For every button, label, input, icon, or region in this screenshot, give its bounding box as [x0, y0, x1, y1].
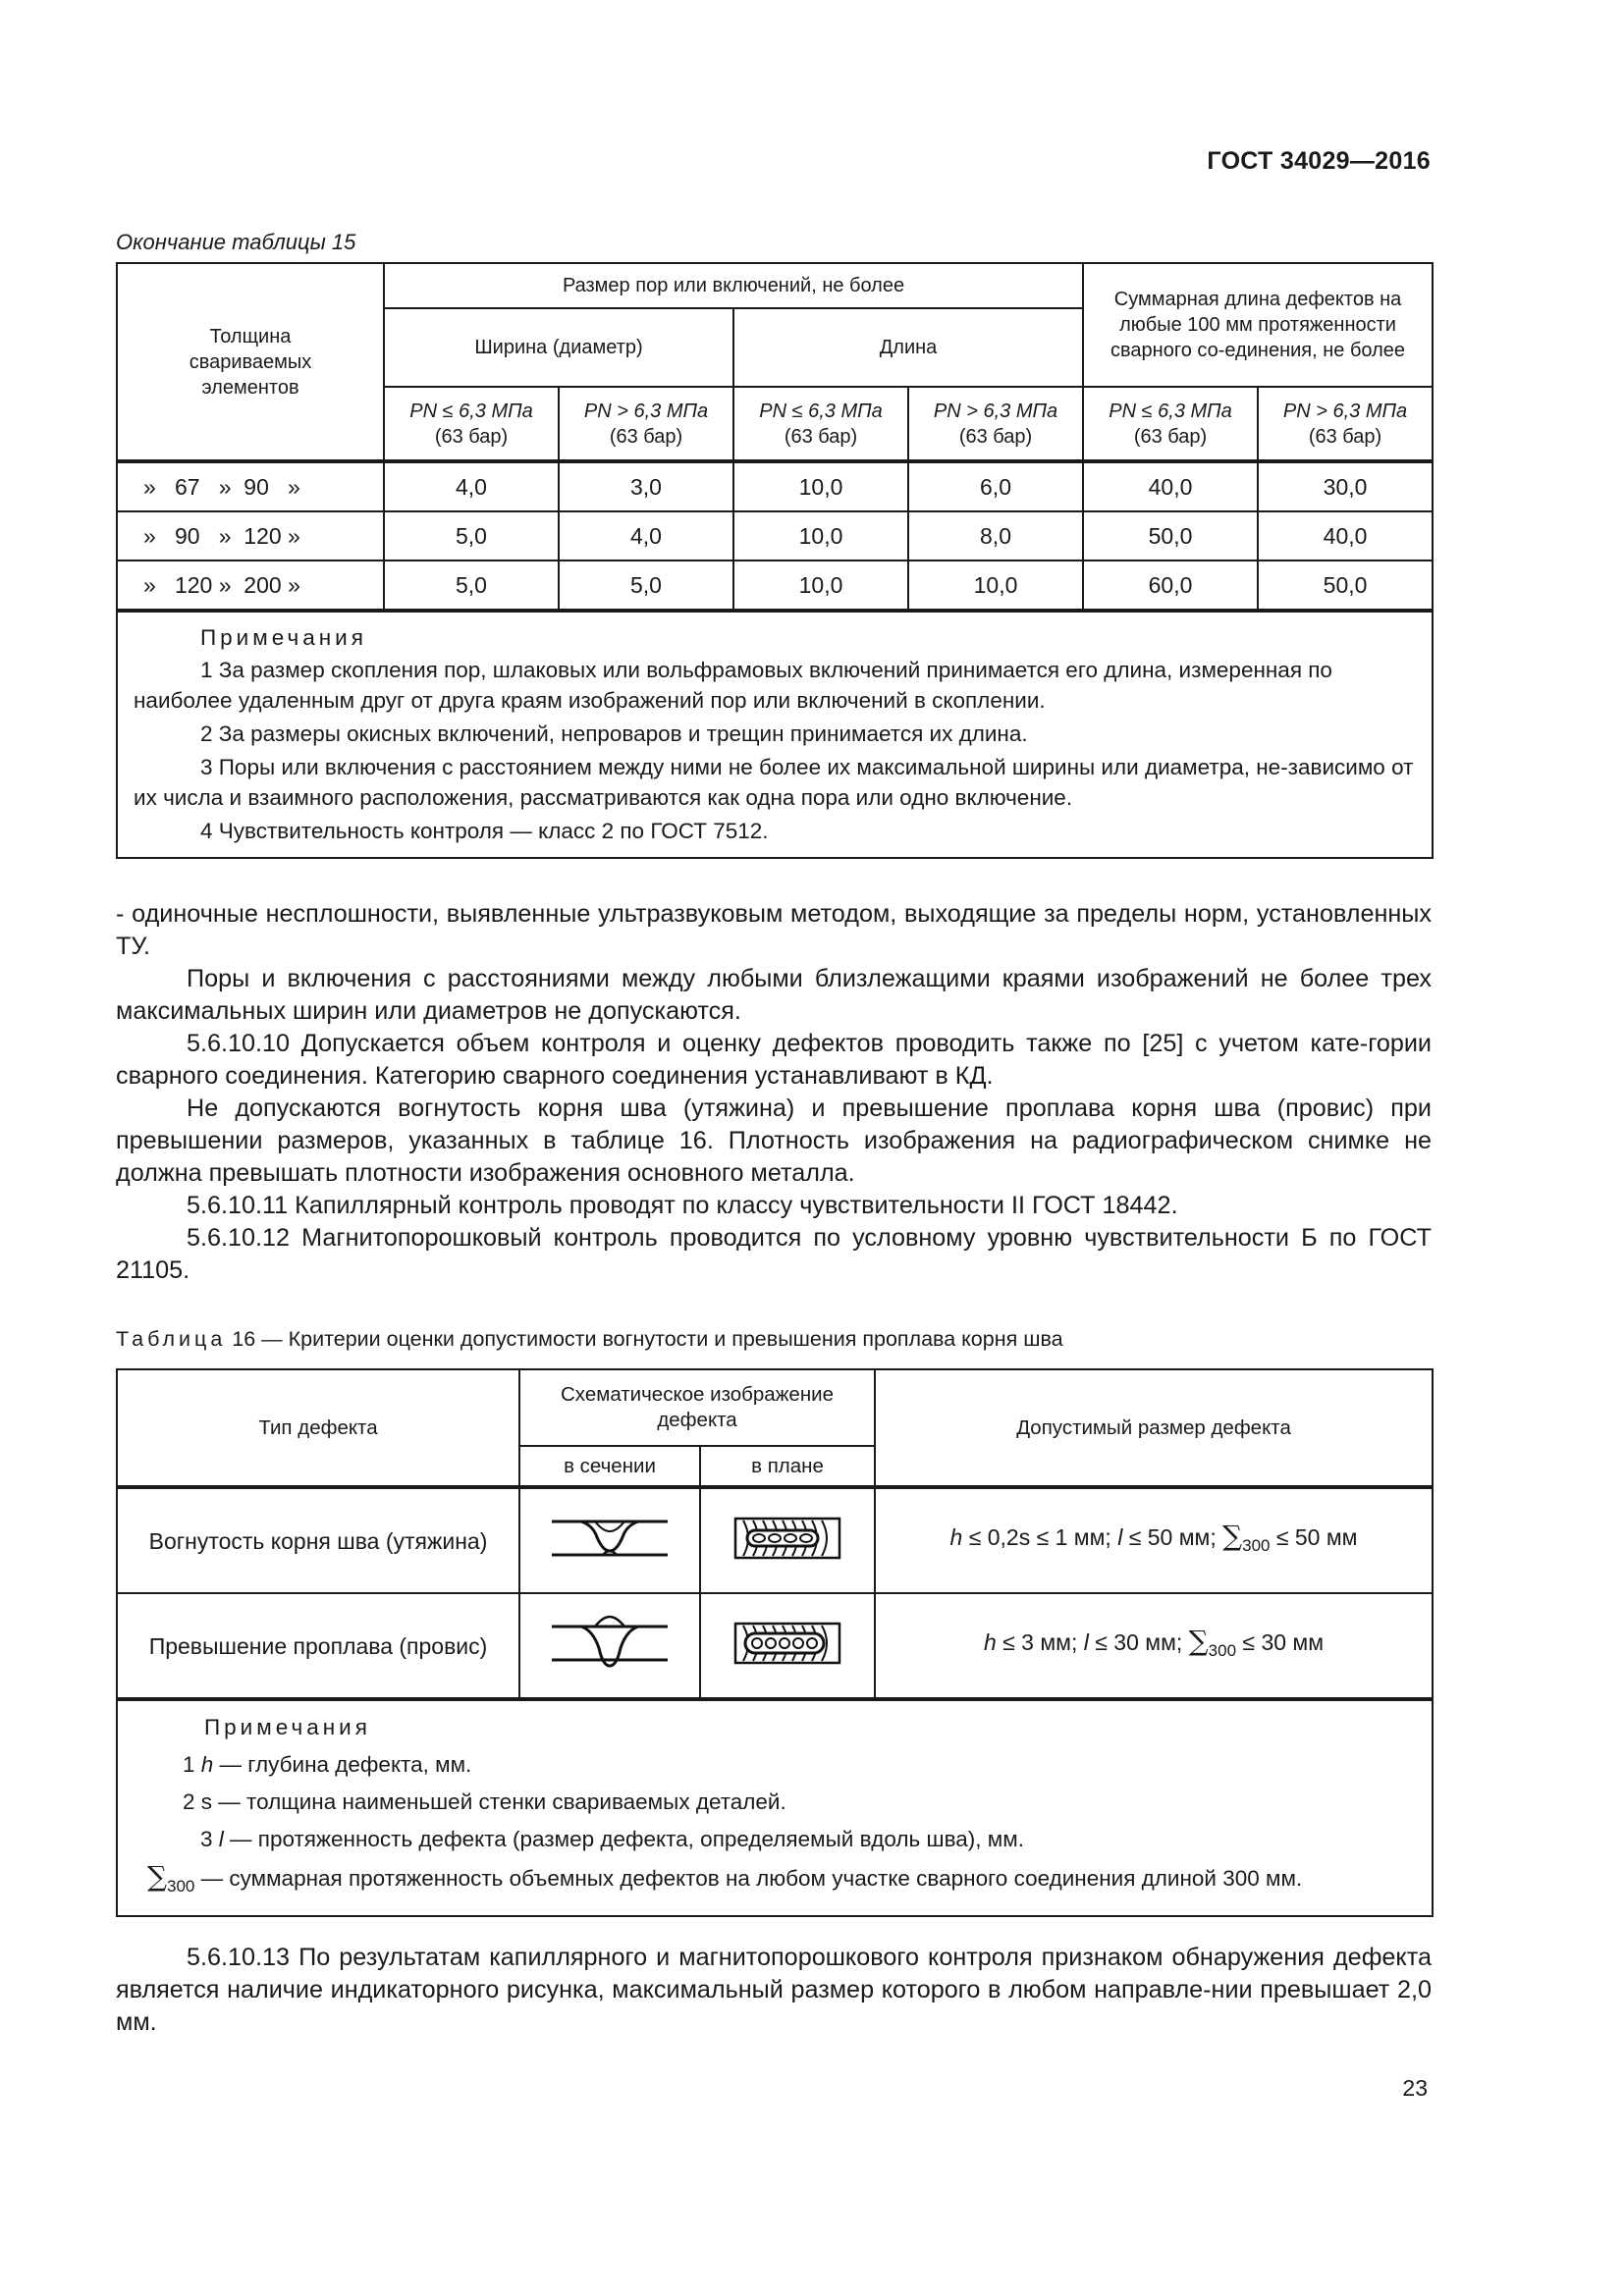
table-cell: 4,0 [559, 511, 733, 561]
note-item: 2 За размеры окисных включений, непроваров и трещин принимается их длина. [200, 721, 1028, 746]
allowed-size-header: Допустимый размер дефекта [875, 1369, 1433, 1487]
table16-notes [117, 1699, 1433, 1916]
notes-title: Примечания [204, 1715, 371, 1739]
paragraph: 5.6.10.12 Магнитопорошковый контроль проводится по условному уровню чувствительности Б по ГОСТ 21105. [116, 1224, 1432, 1284]
defect-type-header: Тип дефекта [117, 1369, 519, 1487]
body-text [116, 898, 1432, 1287]
thickness-header: Толщина свариваемых элементов [117, 263, 384, 461]
table-cell: 5,0 [384, 561, 559, 611]
note-item: 1 За размер скопления пор, шлаковых или вольфрамовых включений принимается его длина, измеренная по наиболее удаленным друг от друга краям изображений пор или включений в скоплении. [134, 658, 1332, 713]
burnthrough-section-diagram [519, 1593, 700, 1699]
note-item: 2 s — толщина наименьшей стенки свариваемых деталей. [183, 1789, 786, 1814]
table-cell: 10,0 [733, 461, 908, 511]
page-number: 23 [1402, 2075, 1428, 2101]
table-row [117, 1487, 1433, 1593]
concavity-section-icon [546, 1504, 674, 1573]
table-cell: 50,0 [1258, 561, 1433, 611]
thickness-range: » 120 » 200 » [117, 561, 384, 611]
note-item: 1 h — глубина дефекта, мм. [183, 1752, 472, 1777]
table-16 [116, 1368, 1434, 1917]
thickness-range: » 90 » 120 » [117, 511, 384, 561]
table-cell: 5,0 [384, 511, 559, 561]
pn-header: PN ≤ 6,3 МПа (63 бар) [733, 387, 908, 461]
table15-caption: Окончание таблицы 15 [116, 230, 356, 254]
concavity-section-diagram [519, 1487, 700, 1593]
table-cell: 40,0 [1083, 461, 1258, 511]
table-cell: 50,0 [1083, 511, 1258, 561]
concavity-plan-icon [726, 1511, 849, 1566]
allowed-size: h ≤ 0,2s ≤ 1 мм; l ≤ 50 мм; $\sum_{300} \le 50$ мм [875, 1487, 1433, 1593]
pn-header: PN > 6,3 МПа (63 бар) [559, 387, 733, 461]
table-cell: 8,0 [908, 511, 1083, 561]
table16-caption: Таблица 16 — Критерии оценки допустимости вогнутости и превышения проплава корня шва [116, 1327, 1063, 1351]
pn-header: PN > 6,3 МПа (63 бар) [908, 387, 1083, 461]
standard-header: ГОСТ 34029—2016 [1207, 147, 1431, 175]
paragraph: Поры и включения с расстояниями между любыми близлежащими краями изображений не более трех максимальных ширин или диаметров не допускаются. [116, 965, 1432, 1025]
table-cell: 5,0 [559, 561, 733, 611]
thickness-range: » 67 » 90 » [117, 461, 384, 511]
table-row [117, 561, 1433, 611]
defect-type: Вогнутость корня шва (утяжина) [117, 1487, 519, 1593]
table-cell: 40,0 [1258, 511, 1433, 561]
section-header: в сечении [519, 1446, 700, 1487]
note-item: 3 Поры или включения с расстоянием между ними не более их максимальной ширины или диаметра, не-зависимо от их числа и взаимного расположения, рассматриваются как одна пора или одно включение. [134, 755, 1414, 810]
final-text [116, 1942, 1432, 2039]
table-cell: 10,0 [908, 561, 1083, 611]
paragraph: 5.6.10.10 Допускается объем контроля и оценку дефектов проводить также по [25] с учетом кате-гории сварного соединения. Категорию сварного соединения устанавливают в КД. [116, 1030, 1432, 1090]
burnthrough-section-icon [546, 1609, 674, 1678]
paragraph: 5.6.10.11 Капиллярный контроль проводят по классу чувствительности II ГОСТ 18442. [187, 1192, 1178, 1219]
notes-title: Примечания [200, 625, 367, 650]
burnthrough-plan-icon [726, 1616, 849, 1671]
defect-type: Превышение проплава (провис) [117, 1593, 519, 1699]
length-header: Длина [733, 308, 1083, 387]
table-cell: 3,0 [559, 461, 733, 511]
paragraph: 5.6.10.13 По результатам капиллярного и магнитопорошкового контроля признаком обнаружения дефекта является наличие индикаторного рисунка, максимальный размер которого в любом направле-нии превышает 2,0 мм. [116, 1944, 1432, 2036]
plan-header: в плане [700, 1446, 875, 1487]
note-item: 4 Чувствительность контроля — класс 2 по ГОСТ 7512. [200, 819, 769, 843]
table-cell: 6,0 [908, 461, 1083, 511]
note-item: $\sum_{300}$ — суммарная протяженность объемных дефектов на любом участке сварного соединения длиной 300 мм. [147, 1860, 1303, 1896]
table15-notes [117, 611, 1433, 858]
allowed-size: h ≤ 3 мм; l ≤ 30 мм; $\sum_{300} \le 30$ мм [875, 1593, 1433, 1699]
sum-length-header: Суммарная длина дефектов на любые 100 мм протяженности сварного со-единения, не более [1083, 263, 1433, 387]
table-row [117, 1593, 1433, 1699]
pn-header: PN > 6,3 МПа (63 бар) [1258, 387, 1433, 461]
table-row [117, 511, 1433, 561]
schematic-header: Схематическое изображение дефекта [519, 1369, 875, 1446]
note-item: 3 l — протяженность дефекта (размер дефекта, определяемый вдоль шва), мм. [200, 1827, 1024, 1851]
concavity-plan-diagram [700, 1487, 875, 1593]
table-row [117, 461, 1433, 511]
table-cell: 4,0 [384, 461, 559, 511]
paragraph: Не допускаются вогнутость корня шва (утяжина) и превышение проплава корня шва (провис) при превышении размеров, указанных в таблице 16. Плотность изображения на радиографическом снимке не должна превышать плотности изображения основного металла. [116, 1095, 1432, 1187]
paragraph: - одиночные несплошности, выявленные ультразвуковым методом, выходящие за пределы норм, установленных ТУ. [116, 900, 1432, 960]
pn-header: PN ≤ 6,3 МПа (63 бар) [384, 387, 559, 461]
pore-size-header: Размер пор или включений, не более [384, 263, 1083, 308]
width-header: Ширина (диаметр) [384, 308, 733, 387]
table-cell: 30,0 [1258, 461, 1433, 511]
table-cell: 60,0 [1083, 561, 1258, 611]
table-cell: 10,0 [733, 511, 908, 561]
table-15 [116, 262, 1434, 859]
burnthrough-plan-diagram [700, 1593, 875, 1699]
pn-header: PN ≤ 6,3 МПа (63 бар) [1083, 387, 1258, 461]
table-cell: 10,0 [733, 561, 908, 611]
